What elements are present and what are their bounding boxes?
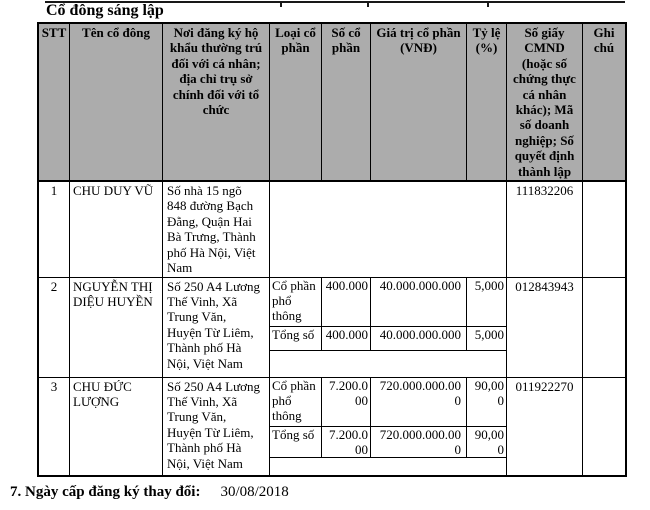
header-share-count: Số cổ phần	[322, 24, 371, 180]
share-type: Cổ phần phổ thông	[270, 378, 322, 426]
cell-shares-empty	[270, 182, 507, 276]
cell-note	[583, 378, 625, 475]
section-title: Cổ đông sáng lập	[46, 2, 164, 19]
share-quantity: 7.200.000	[322, 427, 371, 458]
cell-id-number: 011922270	[507, 378, 583, 475]
share-value: 720.000.000.000	[371, 378, 467, 426]
share-type: Tổng số	[270, 327, 322, 350]
cell-stt: 1	[39, 182, 70, 276]
cell-stt: 3	[39, 378, 70, 475]
cell-shares	[270, 378, 507, 475]
header-id-number: Số giấy CMND (hoặc số chứng thực cá nhân khác); Mã số doanh nghiệp; Số quyết định thành lập	[507, 24, 583, 180]
share-subrow-total	[270, 427, 506, 459]
cell-stt: 2	[39, 278, 70, 377]
cell-shareholder-name: NGUYỄN THỊ DIỆU HUYỀN	[70, 278, 163, 377]
share-ratio: 90,000	[474, 377, 504, 408]
table-header-row	[39, 24, 625, 182]
cell-id-number: 012843943	[507, 278, 583, 377]
share-ratio: 5,000	[474, 326, 504, 342]
share-subrow-total	[270, 327, 506, 351]
share-value: 720.000.000.000	[371, 427, 467, 458]
cell-address: Số 250 A4 Lương Thế Vinh, Xã Trung Văn, Huyện Từ Liêm, Thành phố Hà Nội, Việt Nam	[163, 378, 270, 475]
cell-id-number: 111832206	[507, 182, 583, 276]
share-type: Cổ phần phổ thông	[270, 278, 322, 326]
table-row	[39, 278, 625, 378]
share-quantity: 400.000	[322, 278, 371, 326]
registration-date-line	[10, 483, 289, 501]
header-ratio: Tỷ lệ (%)	[467, 24, 507, 180]
cell-shares	[270, 278, 507, 377]
table-row	[39, 378, 625, 475]
header-shareholder-name: Tên cổ đông	[70, 24, 163, 180]
header-note: Ghi chú	[593, 25, 615, 56]
cell-address: Số 250 A4 Lương Thế Vinh, Xã Trung Văn, Huyện Từ Liêm, Thành phố Hà Nội, Việt Nam	[163, 278, 270, 377]
registration-date-label: 7. Ngày cấp đăng ký thay đổi:	[10, 484, 201, 500]
share-type: Tổng số	[270, 427, 322, 458]
share-value: 40.000.000.000	[371, 278, 467, 326]
header-registered-address: Nơi đăng ký hộ khẩu thường trú đối với cá nhân; địa chỉ trụ sở chính đối với tổ chức	[163, 24, 270, 180]
registration-date-value: 30/08/2018	[220, 484, 289, 500]
previous-table-column-tick	[367, 2, 369, 7]
previous-table-column-tick	[487, 2, 489, 7]
header-share-type: Loại cổ phần	[270, 24, 322, 180]
share-quantity: 400.000	[322, 327, 371, 350]
share-ratio: 90,000	[474, 426, 504, 457]
cell-shareholder-name: CHU ĐỨC LƯỢNG	[70, 378, 163, 475]
share-value: 40.000.000.000	[371, 327, 467, 350]
cell-shareholder-name: CHU DUY VŨ	[70, 182, 163, 276]
table-row	[39, 182, 625, 277]
share-quantity: 7.200.000	[322, 378, 371, 426]
share-subrow	[270, 278, 506, 327]
cell-note	[583, 182, 625, 276]
header-stt: STT	[39, 24, 70, 180]
share-subrow	[270, 378, 506, 427]
header-share-value: Giá trị cổ phần (VNĐ)	[371, 24, 467, 180]
cell-note	[583, 278, 625, 377]
previous-table-column-tick	[280, 2, 282, 7]
founding-shareholders-table	[37, 22, 627, 477]
share-ratio: 5,000	[474, 277, 504, 293]
cell-address: Số nhà 15 ngõ 848 đường Bạch Đằng, Quận Hai Bà Trưng, Thành phố Hà Nội, Việt Nam	[163, 182, 270, 276]
